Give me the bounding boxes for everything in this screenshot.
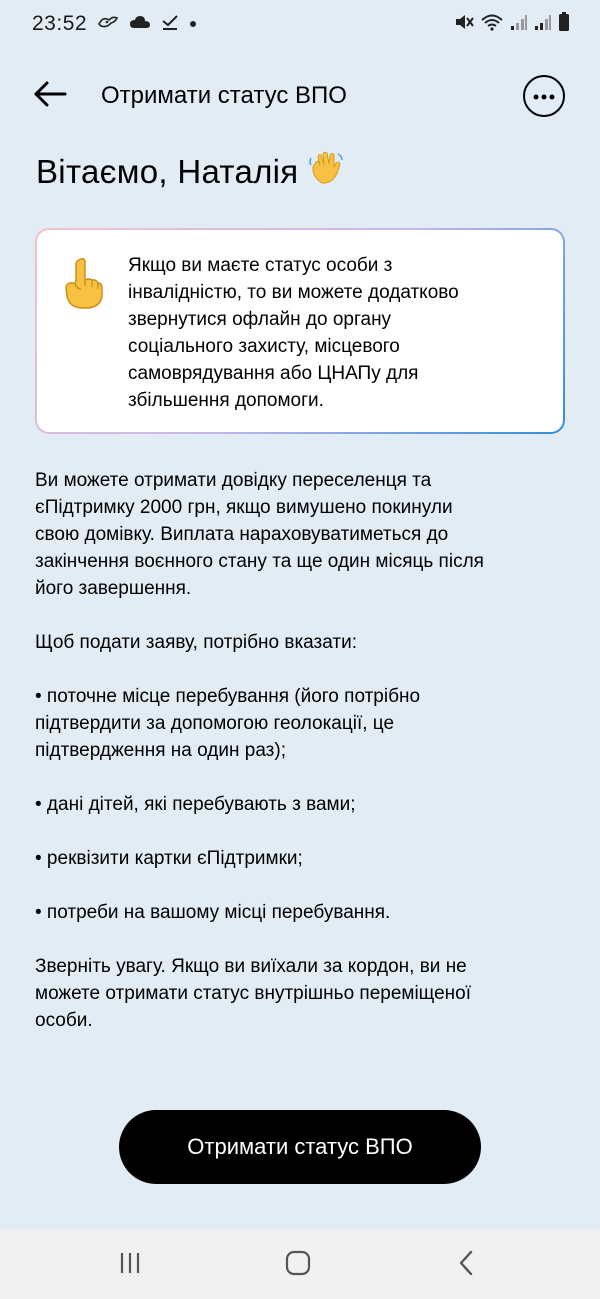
bullet-line: підтвердження на один раз);	[35, 740, 286, 761]
bullet-needs: • потреби на вашому місці перебування.	[35, 902, 391, 923]
more-options-button[interactable]	[523, 75, 565, 117]
requirements-title: Щоб подати заяву, потрібно вказати:	[35, 632, 357, 653]
home-icon	[285, 1250, 311, 1281]
intro-line: єПідтримку 2000 грн, якщо вимушено покинули	[35, 497, 453, 518]
pointing-up-hand-icon	[61, 256, 105, 315]
battery-icon	[558, 12, 570, 36]
back-button[interactable]	[30, 76, 70, 116]
bird-icon	[97, 14, 119, 34]
notice-card	[35, 228, 565, 434]
page-title: Отримати статус ВПО	[101, 82, 347, 109]
recent-apps-icon	[118, 1251, 142, 1280]
more-horizontal-icon	[533, 87, 555, 105]
note-line: особи.	[35, 1010, 93, 1031]
dot-icon	[189, 16, 197, 32]
status-time: 23:52	[32, 12, 88, 35]
back-chevron-icon	[458, 1250, 474, 1281]
greeting-text: Вітаємо, Наталія	[36, 153, 299, 190]
arrow-left-icon	[33, 80, 67, 113]
check-icon	[161, 14, 179, 34]
status-left	[32, 12, 197, 36]
bullet-line: підтвердити за допомогою геолокації, це	[35, 713, 395, 734]
signal-icon	[510, 13, 528, 35]
notice-line: збільшення допомоги.	[128, 390, 324, 411]
notice-line: соціального захисту, місцевого	[128, 336, 400, 357]
notice-line: самоврядування або ЦНАПу для	[128, 363, 419, 384]
intro-line: його завершення.	[35, 578, 192, 599]
intro-line: свою домівку. Виплата нараховуватиметься до	[35, 524, 449, 545]
cloud-icon	[129, 14, 151, 34]
notice-card-inner	[37, 230, 563, 432]
notice-text	[128, 252, 548, 414]
bullet-location	[35, 683, 570, 764]
bullet-card-details: • реквізити картки єПідтримки;	[35, 848, 303, 869]
status-right	[454, 12, 570, 36]
note-line: Зверніть увагу. Якщо ви виїхали за кордон, ви не	[35, 956, 467, 977]
wifi-icon	[480, 13, 504, 35]
note-paragraph	[35, 953, 570, 1034]
status-bar	[0, 0, 600, 48]
greeting	[36, 150, 344, 194]
notice-line: Якщо ви маєте статус особи з	[128, 255, 393, 276]
home-button[interactable]	[278, 1248, 318, 1282]
bullet-children: • дані дітей, які перебувають з вами;	[35, 794, 356, 815]
intro-line: закінчення воєнного стану та ще один місяць після	[35, 551, 484, 572]
intro-paragraph	[35, 467, 570, 602]
intro-line: Ви можете отримати довідку переселенця та	[35, 470, 432, 491]
notice-line: інвалідністю, то ви можете додатково	[128, 282, 459, 303]
system-nav-bar	[0, 1230, 600, 1299]
get-status-button[interactable]: Отримати статус ВПО	[119, 1110, 481, 1184]
waving-hand-icon	[308, 150, 344, 194]
signal-icon	[534, 13, 552, 35]
mute-icon	[454, 13, 474, 35]
header	[0, 60, 600, 132]
system-back-button[interactable]	[446, 1248, 486, 1282]
notice-line: звернутися офлайн до органу	[128, 309, 392, 330]
note-line: можете отримати статус внутрішньо переміщеної	[35, 983, 472, 1004]
bullet-line: • поточне місце перебування (його потрібно	[35, 686, 421, 707]
recent-apps-button[interactable]	[110, 1248, 150, 1282]
content	[35, 467, 570, 1034]
